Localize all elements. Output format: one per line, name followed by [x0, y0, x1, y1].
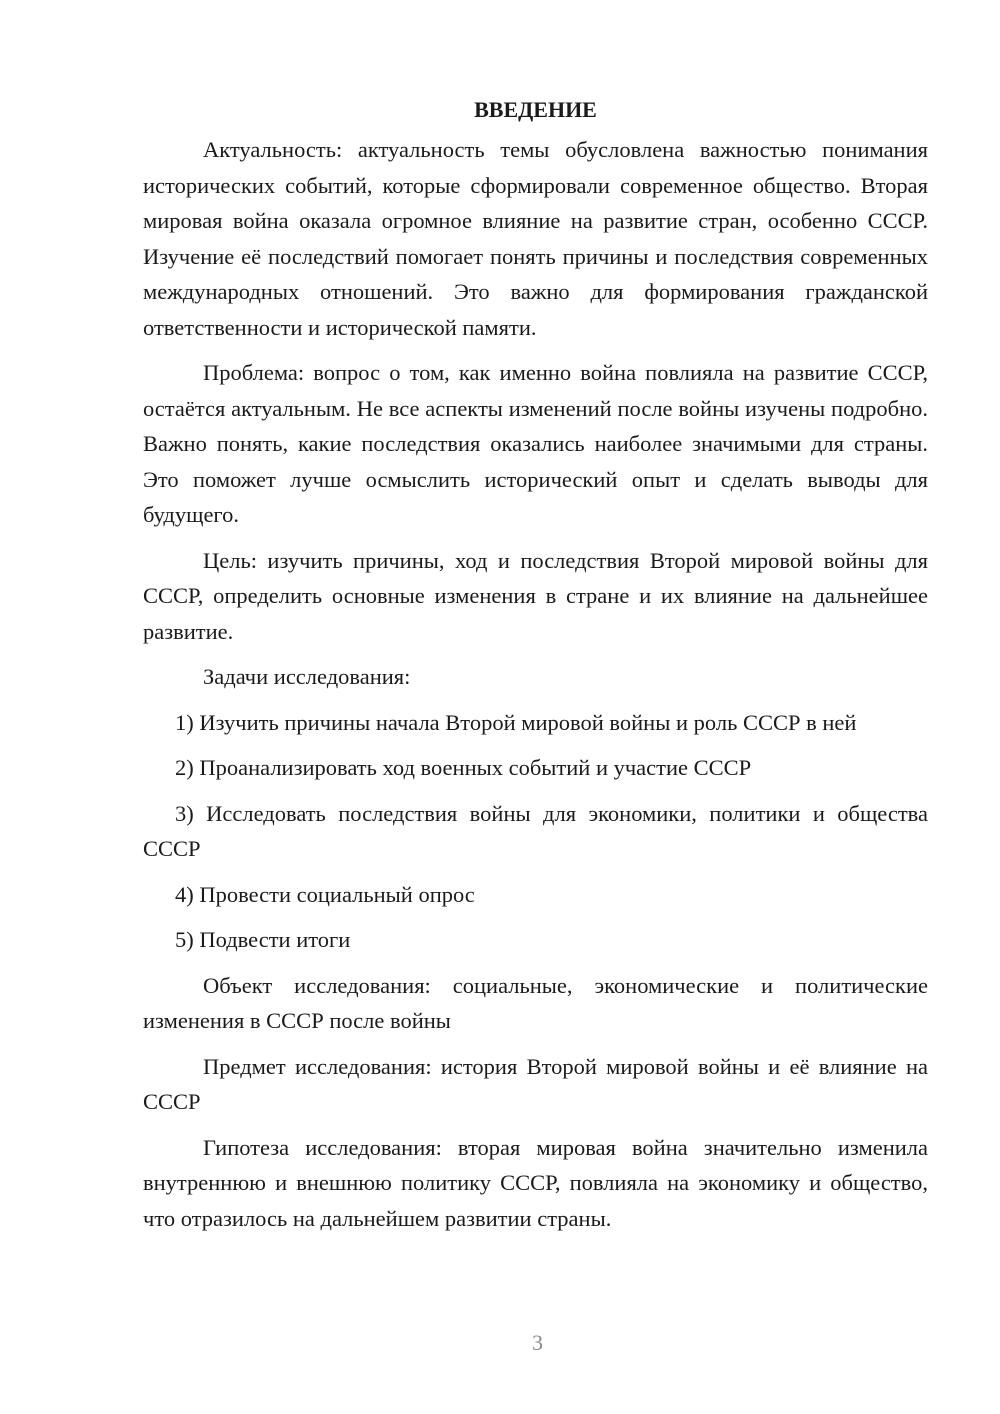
paragraph-subject: Предмет исследования: история Второй мировой войны и её влияние на СССР: [143, 1053, 928, 1114]
task-item-2: 2) Проанализировать ход военных событий и участие СССР: [175, 755, 752, 780]
task-item-5: 5) Подвести итоги: [175, 927, 351, 952]
paragraph-hypothesis: Гипотеза исследования: вторая мировая война значительно изменила внутреннюю и внешнюю политику СССР, повлияла на экономику и общество, что отразилось на дальнейшем развитии страны.: [143, 1134, 928, 1231]
page-number: 3: [532, 1330, 543, 1355]
paragraph-problem: Проблема: вопрос о том, как именно война повлияла на развитие СССР, остаётся актуальным. Не все аспекты изменений после войны изучены подробно. Важно понять, какие последствия оказались наиболее значимыми для страны. Это поможет лучше осмыслить исторический опыт и сделать выводы для будущего.: [143, 360, 928, 527]
page-title: ВВЕДЕНИЕ: [474, 97, 597, 122]
task-item-3: 3) Исследовать последствия войны для экономики, политики и общества СССР: [143, 800, 928, 861]
paragraph-tasks-heading: Задачи исследования:: [203, 664, 411, 689]
paragraph-goal: Цель: изучить причины, ход и последствия Второй мировой войны для СССР, определить основные изменения в стране и их влияние на дальнейшее развитие.: [143, 547, 928, 644]
task-item-4: 4) Провести социальный опрос: [175, 881, 475, 907]
document-page: [143, 92, 928, 1246]
paragraph-object: Объект исследования: социальные, экономические и политические изменения в СССР после войны: [143, 972, 928, 1033]
task-item-1: 1) Изучить причины начала Второй мировой войны и роль СССР в ней: [175, 709, 857, 735]
paragraph-relevance: Актуальность: актуальность темы обусловлена важностью понимания исторических событий, которые сформировали современное общество. Вторая мировая война оказала огромное влияние на развитие стран, особенно СССР. Изучение её последствий помогает понять причины и последствия современных международных отношений. Это важно для формирования гражданской ответственности и исторической памяти.: [143, 137, 928, 340]
